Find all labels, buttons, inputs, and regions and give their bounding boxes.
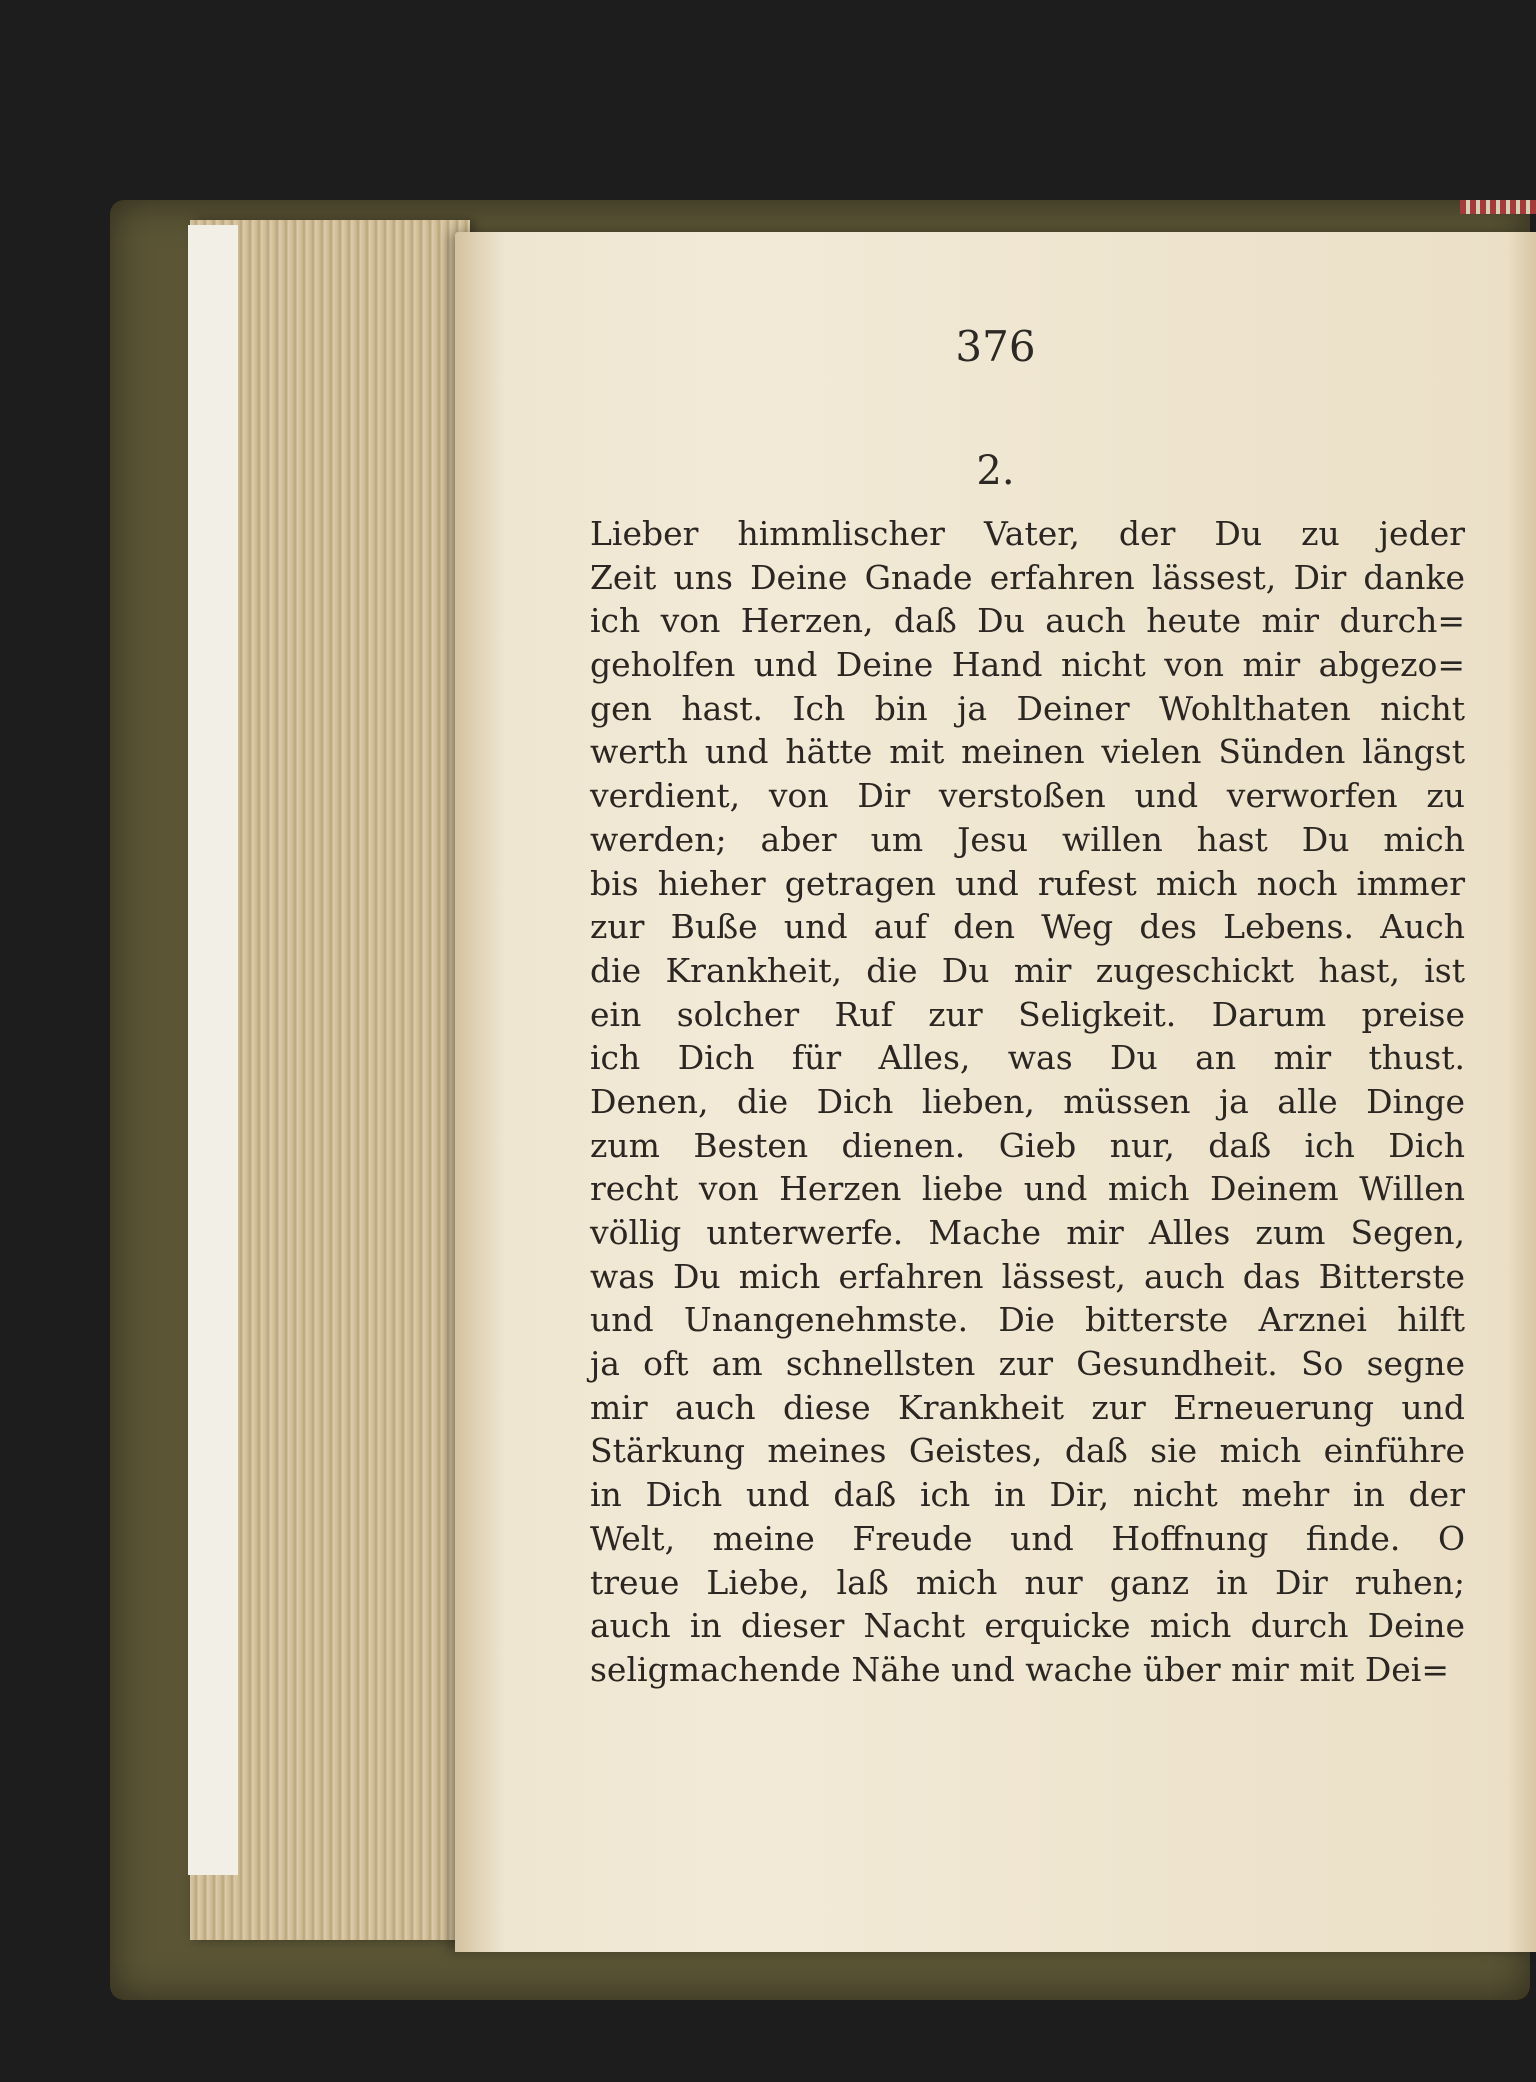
text-line: gen hast. Ich bin ja Deiner Wohlthaten nicht xyxy=(590,688,1465,728)
text-line: bis hieher getragen und rufest mich noch immer xyxy=(590,863,1465,903)
text-line: Stärkung meines Geistes, daß sie mich einführe xyxy=(590,1431,1465,1471)
page-number: 376 xyxy=(955,322,1036,371)
text-line: völlig unterwerfe. Mache mir Alles zum Segen, xyxy=(590,1213,1465,1252)
text-line: ja oft am schnellsten zur Gesundheit. So segne xyxy=(590,1344,1465,1384)
text-line: ein solcher Ruf zur Seligkeit. Darum preise xyxy=(590,994,1465,1034)
text-line: mir auch diese Krankheit zur Erneuerung und xyxy=(590,1387,1465,1427)
endpaper xyxy=(188,225,238,1875)
text-line: werth und hätte mit meinen vielen Sünden längst xyxy=(590,732,1465,772)
text-line: recht von Herzen liebe und mich Deinem Willen xyxy=(590,1169,1465,1209)
section-number: 2. xyxy=(976,448,1015,494)
text-line: Welt, meine Freude und Hoffnung finde. O xyxy=(590,1518,1465,1558)
text-line: ich Dich für Alles, was Du an mir thust. xyxy=(590,1038,1465,1078)
text-line: auch in dieser Nacht erquicke mich durch Deine xyxy=(590,1606,1465,1646)
text-line: Denen, die Dich lieben, müssen ja alle Dinge xyxy=(590,1081,1465,1121)
text-line: die Krankheit, die Du mir zugeschickt hast, ist xyxy=(590,950,1465,990)
text-line: und Unangenehmste. Die bitterste Arznei hilft xyxy=(590,1300,1465,1340)
text-line: was Du mich erfahren lässest, auch das Bitterste xyxy=(590,1256,1465,1296)
text-line: Lieber himmlischer Vater, der Du zu jeder xyxy=(590,514,1465,553)
text-line: werden; aber um Jesu willen hast Du mich xyxy=(590,819,1465,859)
text-line: treue Liebe, laß mich nur ganz in Dir ruhen; xyxy=(590,1562,1465,1602)
text-line: geholfen und Deine Hand nicht von mir abgezo= xyxy=(590,645,1465,685)
prayer-text xyxy=(590,512,1465,1692)
text-line: zur Buße und auf den Weg des Lebens. Auch xyxy=(590,907,1465,947)
text-line: ich von Herzen, daß Du auch heute mir durch= xyxy=(590,601,1465,641)
text-line: verdient, von Dir verstoßen und verworfen zu xyxy=(590,776,1465,816)
text-line: Zeit uns Deine Gnade erfahren lässest, Dir danke xyxy=(590,557,1465,597)
spine-thread xyxy=(1460,200,1536,214)
text-line: seligmachende Nähe und wache über mir mit Dei= xyxy=(590,1649,1450,1689)
text-line: in Dich und daß ich in Dir, nicht mehr in der xyxy=(590,1475,1465,1515)
text-line: zum Besten dienen. Gieb nur, daß ich Dich xyxy=(590,1125,1465,1165)
